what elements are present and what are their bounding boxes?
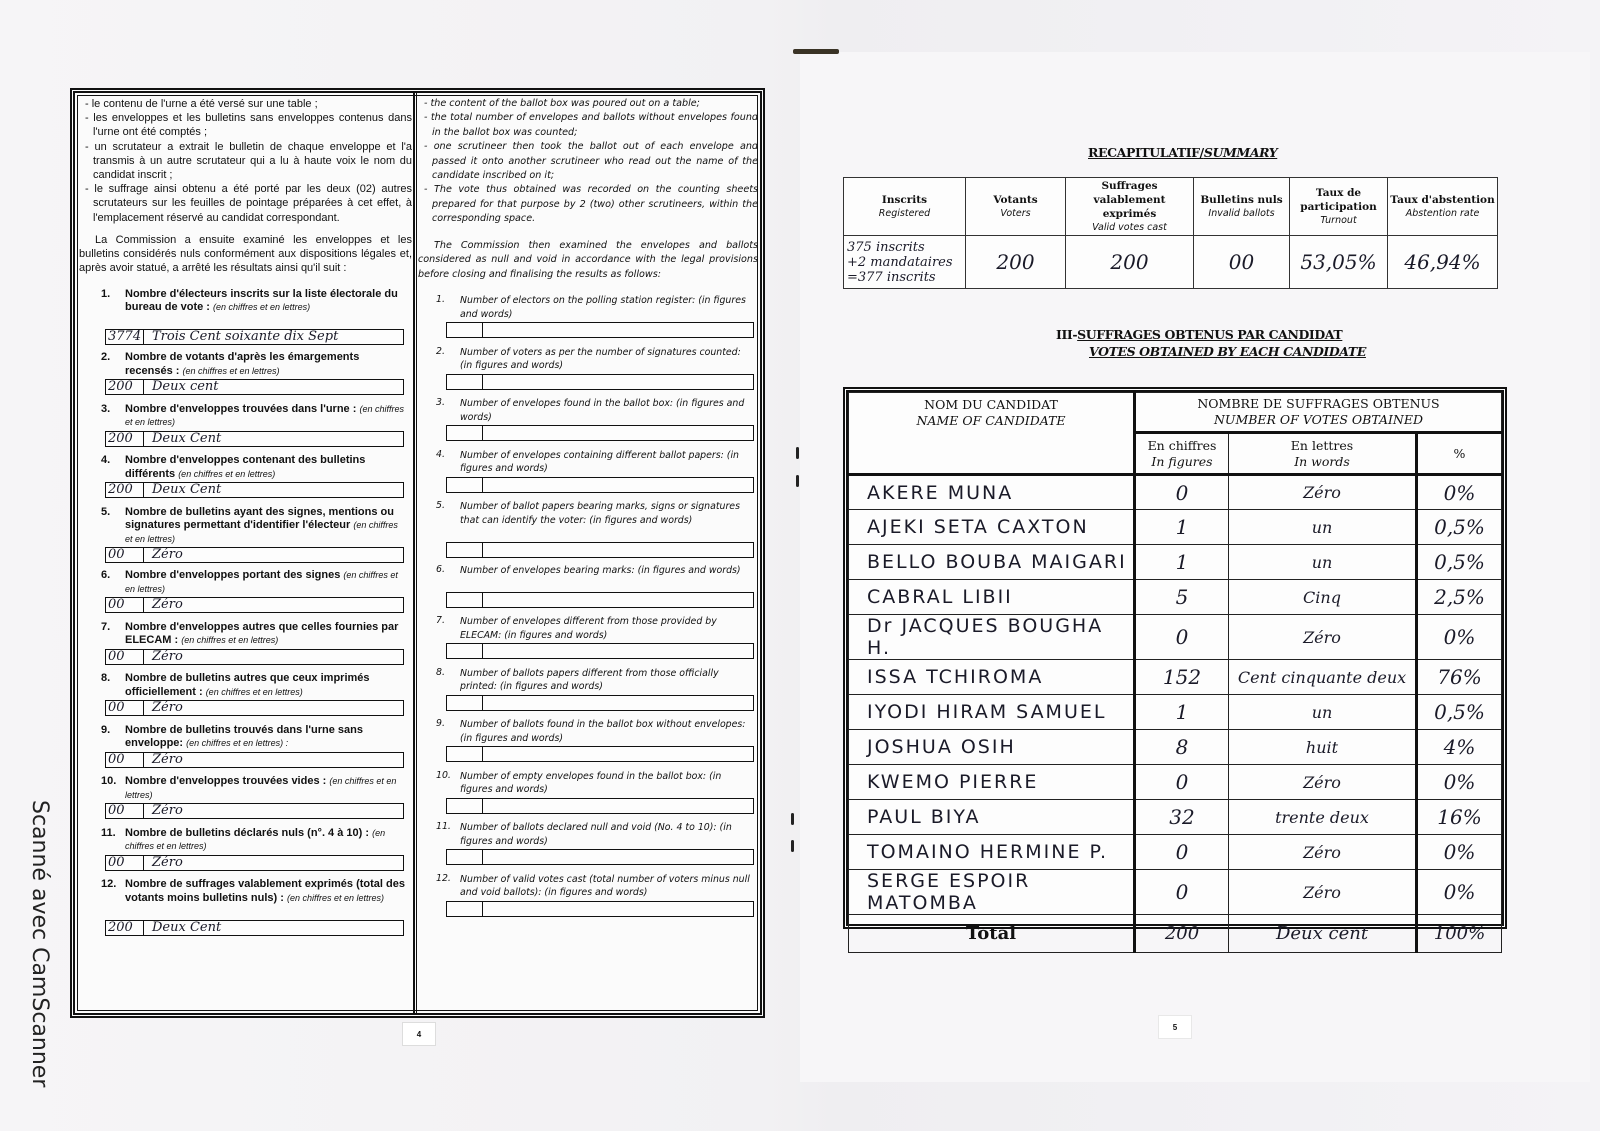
result-item [79, 506, 412, 570]
item-label: Number of valid votes cast (total number of voters minus null and void ballots): (in figures and words) [460, 873, 750, 899]
answer-words[interactable] [483, 850, 753, 864]
total-figure: 200 [1135, 915, 1229, 953]
item-label: Number of ballot papers bearing marks, signs or signatures that can identify the voter: (in figures and words) [460, 501, 740, 526]
candidate-name: ISSA TCHIROMA [849, 660, 1135, 695]
result-item [79, 878, 412, 942]
answer-field[interactable] [105, 431, 404, 447]
item-number: 1. [436, 294, 445, 306]
candidate-row [849, 730, 1502, 765]
answer-words[interactable] [483, 696, 753, 710]
candidate-votes-words: un [1229, 545, 1417, 580]
header-invalid-ballots: Bulletins nuls Invalid ballots [1194, 178, 1290, 236]
candidate-percent: 16% [1417, 800, 1502, 835]
candidate-percent: 0% [1417, 765, 1502, 800]
answer-field[interactable] [446, 901, 754, 917]
answer-figure[interactable] [447, 747, 483, 761]
answer-words[interactable] [483, 543, 753, 557]
invalid-ballots-value: 00 [1194, 236, 1290, 289]
candidate-votes-figure: 0 [1135, 835, 1229, 870]
candidate-votes-figure: 0 [1135, 615, 1229, 660]
page-number-right: 5 [1158, 1015, 1192, 1039]
item-number: 5. [436, 500, 445, 512]
candidate-votes-words: trente deux [1229, 800, 1417, 835]
candidate-percent: 0% [1417, 475, 1502, 510]
procedure-item: - les enveloppes et les bulletins sans enveloppes contenus dans l'urne ont été comptés ; [79, 111, 412, 139]
votes-section-subtitle: VOTES OBTAINED BY EACH CANDIDATE [1089, 344, 1366, 359]
answer-figure[interactable]: 00 [106, 701, 144, 715]
answer-words[interactable] [483, 478, 753, 492]
answer-words[interactable]: Deux Cent [152, 431, 222, 446]
english-column [418, 97, 758, 1005]
result-item [418, 500, 758, 564]
answer-figure[interactable]: 00 [106, 856, 144, 870]
answer-words[interactable]: Zéro [152, 649, 183, 664]
item-number: 6. [436, 563, 445, 575]
answer-field[interactable] [105, 597, 404, 613]
answer-words[interactable]: Zéro [152, 804, 183, 819]
candidate-percent: 4% [1417, 730, 1502, 765]
left-page-frame [70, 88, 765, 1018]
item-number: 5. [101, 505, 111, 518]
answer-figure[interactable]: 00 [106, 650, 144, 664]
candidate-votes-figure: 152 [1135, 660, 1229, 695]
result-item [418, 294, 758, 346]
answer-words[interactable]: Zéro [152, 855, 183, 870]
candidate-votes-words: Zéro [1229, 475, 1417, 510]
candidate-votes-figure: 1 [1135, 545, 1229, 580]
candidate-percent: 76% [1417, 660, 1502, 695]
candidate-votes-words: huit [1229, 730, 1417, 765]
binder-mark [791, 813, 794, 825]
candidate-row [849, 765, 1502, 800]
item-number: 4. [436, 448, 445, 460]
candidate-votes-words: Zéro [1229, 870, 1417, 915]
candidate-percent: 2,5% [1417, 580, 1502, 615]
answer-field[interactable] [446, 746, 754, 762]
answer-field[interactable] [446, 425, 754, 441]
answer-field[interactable] [446, 849, 754, 865]
procedure-item: - le suffrage ainsi obtenu a été porté par les deux (02) autres scrutateurs sur les feuilles de pointage préparées à cet effet, à l'emplacement réservé au candidat correspondant. [79, 182, 412, 225]
result-item [79, 775, 412, 827]
binder-mark [796, 475, 799, 487]
answer-figure[interactable]: 00 [106, 548, 144, 562]
procedure-item: - le contenu de l'urne a été versé sur une table ; [79, 97, 412, 111]
answer-words[interactable]: Zéro [152, 598, 183, 613]
answer-field[interactable] [105, 379, 404, 395]
counting-procedure-list-fr [79, 97, 412, 225]
answer-figure[interactable]: 3774 [106, 330, 144, 344]
item-label: Number of ballots declared null and void (No. 4 to 10): (in figures and words) [460, 822, 732, 847]
binding-spine-mark [793, 49, 839, 54]
answer-words[interactable] [483, 644, 753, 658]
candidate-votes-figure: 5 [1135, 580, 1229, 615]
result-item [79, 288, 412, 352]
candidate-row [849, 870, 1502, 915]
total-words: Deux cent [1229, 915, 1417, 953]
answer-field[interactable] [105, 920, 404, 936]
candidate-percent: 0,5% [1417, 545, 1502, 580]
item-label: Nombre de bulletins ayant des signes, mentions ou signatures permettant d'identifier l'électeur (en chiffres et en lettres) [125, 505, 398, 544]
registered-value: 375 inscrits +2 mandataires =377 inscrits [844, 236, 966, 289]
answer-figure[interactable]: 200 [106, 483, 144, 497]
answer-words[interactable]: Trois Cent soixante dix Sept [152, 330, 339, 345]
answer-figure[interactable] [447, 850, 483, 864]
binder-mark [796, 447, 799, 459]
item-label: Number of envelopes containing different ballot papers: (in figures and words) [460, 449, 739, 475]
answer-figure[interactable] [447, 323, 483, 337]
candidate-votes-figure: 0 [1135, 475, 1229, 510]
candidate-name: TOMAINO HERMINE P. [849, 835, 1135, 870]
result-item [79, 724, 412, 776]
candidate-row [849, 545, 1502, 580]
item-label: Nombre de bulletins déclarés nuls (n°. 4 à 10) : (en chiffres et en lettres) [125, 826, 386, 852]
result-item [418, 615, 758, 667]
candidate-name: PAUL BIYA [849, 800, 1135, 835]
total-label: Total [849, 915, 1135, 953]
answer-figure[interactable] [447, 799, 483, 813]
binder-mark [791, 840, 794, 852]
answer-words[interactable]: Deux Cent [152, 920, 222, 935]
header-in-words: En lettres In words [1229, 433, 1417, 475]
candidate-row [849, 615, 1502, 660]
item-number: 9. [101, 723, 111, 736]
answer-field[interactable] [446, 798, 754, 814]
result-item [418, 770, 758, 822]
item-label: Number of electors on the polling station register: (in figures and words) [460, 295, 746, 320]
candidate-row [849, 510, 1502, 545]
candidate-name: JOSHUA OSIH [849, 730, 1135, 765]
result-item [418, 397, 758, 449]
item-number: 2. [436, 345, 445, 357]
votes-by-candidate-table [848, 392, 1502, 953]
answer-words[interactable] [483, 799, 753, 813]
candidate-votes-figure: 0 [1135, 765, 1229, 800]
answer-figure[interactable]: 200 [106, 432, 144, 446]
candidate-votes-figure: 8 [1135, 730, 1229, 765]
candidate-votes-words: Cent cinquante deux [1229, 660, 1417, 695]
item-label: Nombre d'électeurs inscrits sur la liste électorale du bureau de vote : (en chiffres et en lettres) [125, 287, 398, 314]
answer-words[interactable]: Deux cent [152, 380, 219, 395]
answer-field[interactable] [105, 803, 404, 819]
candidate-votes-words: un [1229, 510, 1417, 545]
candidate-votes-words: Zéro [1229, 765, 1417, 800]
item-number: 7. [101, 620, 111, 633]
candidate-name: SERGE ESPOIR MATOMBA [849, 870, 1135, 915]
result-item [418, 821, 758, 873]
candidate-name: CABRAL LIBII [849, 580, 1135, 615]
answer-field[interactable] [446, 322, 754, 338]
answer-words[interactable]: Deux Cent [152, 483, 222, 498]
answer-figure[interactable]: 00 [106, 753, 144, 767]
procedure-item: - the content of the ballot box was poured out on a table; [418, 97, 758, 111]
french-column [79, 97, 412, 1005]
item-number: 4. [101, 454, 111, 467]
item-label: Number of envelopes found in the ballot box: (in figures and words) [460, 398, 745, 423]
column-divider [413, 93, 417, 1013]
item-number: 11. [436, 821, 451, 833]
summary-title: RECAPITULATIF/SUMMARY [1088, 145, 1278, 160]
page-number-left: 4 [402, 1022, 436, 1046]
answer-field[interactable] [105, 547, 404, 563]
candidate-votes-words: Cinq [1229, 580, 1417, 615]
item-number: 7. [436, 615, 445, 627]
result-item [79, 351, 412, 403]
results-items-en [418, 294, 758, 924]
procedure-item: - one scrutineer then took the ballot out of each envelope and passed it onto another scrutineer who read out the name of the candidate inscribed on it; [418, 140, 758, 183]
answer-figure[interactable]: 200 [106, 380, 144, 394]
answer-words[interactable]: Zéro [152, 701, 183, 716]
result-item [418, 449, 758, 501]
header-in-figures: En chiffres In figures [1135, 433, 1229, 475]
candidate-votes-words: Zéro [1229, 615, 1417, 660]
item-label: Nombre de votants d'après les émargements recensés : (en chiffres et en lettres) [125, 351, 360, 377]
item-label: Number of envelopes bearing marks: (in figures and words) [460, 564, 741, 576]
header-voters: Votants Voters [966, 178, 1066, 236]
item-label: Nombre d'enveloppes contenant des bulletins différents (en chiffres et en lettres) [125, 454, 366, 480]
item-label: Nombre d'enveloppes portant des signes (en chiffres et en lettres) [125, 569, 398, 594]
candidate-votes-words: un [1229, 695, 1417, 730]
header-abstention: Taux d'abstention Abstention rate [1388, 178, 1498, 236]
candidate-row [849, 580, 1502, 615]
answer-field[interactable] [105, 700, 404, 716]
result-item [418, 718, 758, 770]
result-item [418, 564, 758, 616]
candidate-percent: 0% [1417, 835, 1502, 870]
commission-paragraph-fr: La Commission a ensuite examiné les enveloppes et les bulletins considérés nuls conformément aux dispositions légales et, après avoir statué, a arrêté les résultats ainsi qu'il suit : [79, 233, 412, 275]
answer-field[interactable] [105, 649, 404, 665]
answer-words[interactable] [483, 593, 753, 607]
item-label: Nombre d'enveloppes trouvées dans l'urne : (en chiffres et en lettres) [125, 402, 404, 428]
answer-field[interactable] [446, 592, 754, 608]
answer-field[interactable] [105, 752, 404, 768]
item-number: 1. [101, 287, 111, 300]
header-votes-obtained: NOMBRE DE SUFFRAGES OBTENUS NUMBER OF VOTES OBTAINED [1135, 393, 1502, 433]
voters-value: 200 [966, 236, 1066, 289]
answer-words[interactable] [483, 426, 753, 440]
candidate-row [849, 800, 1502, 835]
candidate-name: AJEKI SETA CAXTON [849, 510, 1135, 545]
procedure-item: - un scrutateur a extrait le bulletin de chaque enveloppe et l'a transmis à un autre scrutateur qui a lu à haute voix le nom du candidat inscrit ; [79, 140, 412, 183]
counting-procedure-list-en [418, 97, 758, 227]
candidate-name: IYODI HIRAM SAMUEL [849, 695, 1135, 730]
item-label: Nombre de suffrages valablement exprimés (total des votants moins bulletins nuls) : (en chiffres et en lettres) [125, 878, 405, 904]
candidate-percent: 0,5% [1417, 510, 1502, 545]
result-item [79, 827, 412, 879]
answer-figure[interactable] [447, 426, 483, 440]
candidate-percent: 0% [1417, 615, 1502, 660]
candidate-votes-figure: 1 [1135, 695, 1229, 730]
item-number: 12. [436, 872, 451, 884]
item-label: Nombre d'enveloppes autres que celles fournies par ELECAM : (en chiffres et en lettres) [125, 620, 399, 647]
item-label: Number of voters as per the number of signatures counted: (in figures and words) [460, 346, 741, 372]
answer-field[interactable] [105, 482, 404, 498]
answer-field[interactable] [105, 855, 404, 871]
candidate-votes-words: Zéro [1229, 835, 1417, 870]
item-label: Nombre de bulletins autres que ceux imprimés officiellement : (en chiffres et en lettres) [125, 672, 370, 698]
answer-words[interactable]: Zéro [152, 548, 183, 563]
answer-words[interactable] [483, 902, 753, 916]
result-item [418, 346, 758, 398]
candidate-name: BELLO BOUBA MAIGARI [849, 545, 1135, 580]
answer-field[interactable] [446, 695, 754, 711]
item-number: 10. [101, 775, 117, 788]
answer-figure[interactable]: 200 [106, 921, 144, 935]
votes-by-candidate-frame [843, 387, 1507, 944]
item-number: 3. [101, 402, 111, 415]
camscanner-watermark: Scanné avec CamScanner [27, 800, 52, 1088]
item-number: 10. [436, 769, 451, 781]
answer-figure[interactable] [447, 375, 483, 389]
header-candidate-name: NOM DU CANDIDAT NAME OF CANDIDATE [849, 393, 1135, 475]
candidate-name: Dr JACQUES BOUGHA H. [849, 615, 1135, 660]
answer-figure[interactable] [447, 902, 483, 916]
item-label: Nombre de bulletins trouvés dans l'urne sans enveloppe: (en chiffres et en lettres) : [125, 723, 363, 750]
item-label: Number of ballots found in the ballot box without envelopes: (in figures and words) [460, 719, 746, 744]
answer-field[interactable] [446, 643, 754, 659]
procedure-item: - The vote thus obtained was recorded on the counting sheets prepared for that purpose by 2 (two) other scrutineers, within the corresponding space. [418, 183, 758, 226]
votes-section-title: III-SUFFRAGES OBTENUS PAR CANDIDAT [1056, 327, 1343, 342]
item-label: Nombre d'enveloppes trouvées vides : (en chiffres et en lettres) [125, 775, 397, 800]
item-number: 11. [101, 826, 116, 839]
candidate-row [849, 475, 1502, 510]
answer-figure[interactable]: 00 [106, 804, 144, 818]
item-number: 8. [436, 666, 445, 678]
abstention-value: 46,94% [1388, 236, 1498, 289]
answer-words[interactable]: Zéro [152, 752, 183, 767]
answer-field[interactable] [446, 542, 754, 558]
candidate-percent: 0,5% [1417, 695, 1502, 730]
header-registered: Inscrits Registered [844, 178, 966, 236]
total-row [849, 915, 1502, 953]
answer-figure[interactable]: 00 [106, 598, 144, 612]
candidate-votes-figure: 0 [1135, 870, 1229, 915]
candidate-name: KWEMO PIERRE [849, 765, 1135, 800]
result-item [79, 569, 412, 621]
item-number: 2. [101, 351, 111, 364]
summary-table [843, 177, 1498, 289]
candidate-votes-figure: 1 [1135, 510, 1229, 545]
candidate-votes-figure: 32 [1135, 800, 1229, 835]
answer-field[interactable] [446, 374, 754, 390]
item-label: Number of empty envelopes found in the ballot box: (in figures and words) [460, 770, 722, 796]
answer-figure[interactable] [447, 593, 483, 607]
item-number: 9. [436, 718, 445, 730]
commission-paragraph-en: The Commission then examined the envelopes and ballots considered as null and void in accordance with the legal provisions before closing and finalising the results as follows: [418, 239, 758, 280]
item-number: 12. [101, 878, 117, 891]
results-items-fr [79, 288, 412, 942]
item-label: Number of ballots papers different from those officially printed: (in figures and words) [460, 667, 719, 693]
result-item [79, 621, 412, 673]
candidate-name: AKERE MUNA [849, 475, 1135, 510]
header-turnout: Taux de participation Turnout [1290, 178, 1388, 236]
answer-words[interactable] [483, 375, 753, 389]
turnout-value: 53,05% [1290, 236, 1388, 289]
result-item [418, 873, 758, 925]
procedure-item: - the total number of envelopes and ballots without envelopes found in the ballot box was counted; [418, 111, 758, 140]
candidate-percent: 0% [1417, 870, 1502, 915]
answer-figure[interactable] [447, 543, 483, 557]
answer-words[interactable] [483, 323, 753, 337]
total-percent: 100% [1417, 915, 1502, 953]
valid-votes-value: 200 [1066, 236, 1194, 289]
candidate-rows [849, 475, 1502, 915]
answer-figure[interactable] [447, 696, 483, 710]
answer-figure[interactable] [447, 478, 483, 492]
answer-field[interactable] [105, 329, 404, 345]
header-percent: % [1417, 433, 1502, 475]
result-item [79, 454, 412, 506]
item-number: 3. [436, 397, 445, 409]
candidate-row [849, 835, 1502, 870]
answer-figure[interactable] [447, 644, 483, 658]
item-label: Number of envelopes different from those provided by ELECAM: (in figures and words) [460, 616, 717, 641]
result-item [79, 672, 412, 724]
answer-words[interactable] [483, 747, 753, 761]
answer-field[interactable] [446, 477, 754, 493]
result-item [418, 667, 758, 719]
item-number: 6. [101, 569, 111, 582]
candidate-row [849, 660, 1502, 695]
candidate-row [849, 695, 1502, 730]
header-valid-votes: Suffrages valablement exprimés Valid votes cast [1066, 178, 1194, 236]
item-number: 8. [101, 672, 111, 685]
result-item [79, 403, 412, 455]
